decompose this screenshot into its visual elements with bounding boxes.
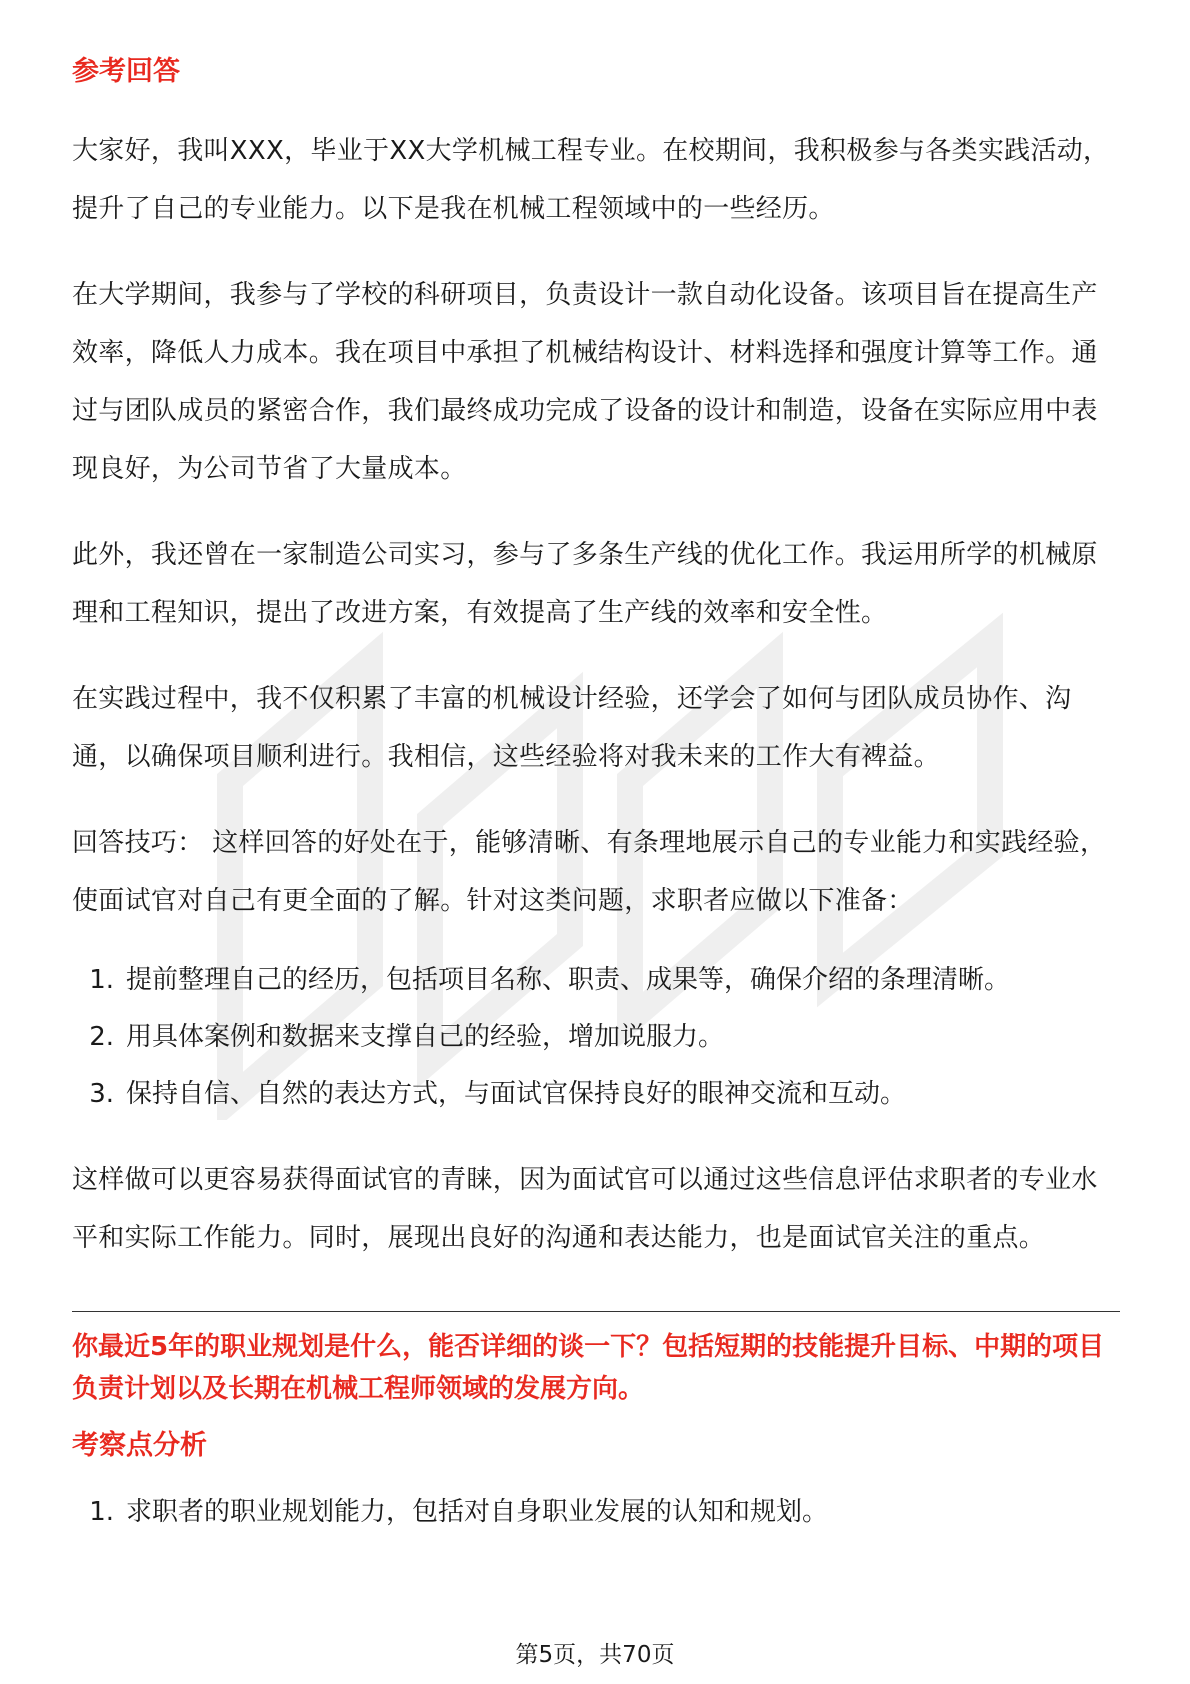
list-item (72, 1066, 1120, 1123)
interview-question: 你最近5年的职业规划是什么，能否详细的谈一下？包括短期的技能提升目标、中期的项目负责计划以及长期在机械工程师领域的发展方向。 (72, 1332, 1105, 1404)
list-item (72, 1484, 1120, 1541)
paragraph-internship: 此外，我还曾在一家制造公司实习，参与了多条生产线的优化工作。我运用所学的机械原理和工程知识，提出了改进方案，有效提高了生产线的效率和安全性。 (72, 540, 1098, 628)
list-item-text: 保持自信、自然的表达方式，与面试官保持良好的眼神交流和互动。 (126, 1079, 907, 1109)
list-item (72, 1009, 1120, 1066)
document-page (72, 50, 1120, 1541)
list-item-number: 1. (89, 1497, 114, 1527)
list-item-text: 用具体案例和数据来支撑自己的经验，增加说服力。 (126, 1022, 725, 1052)
section-heading-reference-answer: 参考回答 (72, 56, 180, 87)
list-item (72, 952, 1120, 1009)
section-heading-analysis: 考察点分析 (72, 1430, 207, 1461)
list-item-number: 1. (89, 965, 114, 995)
page-footer: 第5页，共70页 (515, 1642, 675, 1668)
list-item-text: 求职者的职业规划能力，包括对自身职业发展的认知和规划。 (126, 1497, 829, 1527)
tips-list (72, 952, 1120, 1123)
paragraph-intro: 大家好，我叫XXX，毕业于XX大学机械工程专业。在校期间，我积极参与各类实践活动，提升了自己的专业能力。以下是我在机械工程领域中的一些经历。 (72, 136, 1110, 224)
list-item-text: 提前整理自己的经历，包括项目名称、职责、成果等，确保介绍的条理清晰。 (126, 965, 1011, 995)
list-item-number: 3. (89, 1079, 114, 1109)
paragraph-research-project: 在大学期间，我参与了学校的科研项目，负责设计一款自动化设备。该项目旨在提高生产效率，降低人力成本。我在项目中承担了机械结构设计、材料选择和强度计算等工作。通过与团队成员的紧密合作，我们最终成功完成了设备的设计和制造，设备在实际应用中表现良好，为公司节省了大量成本。 (72, 280, 1098, 484)
paragraph-closing: 这样做可以更容易获得面试官的青睐，因为面试官可以通过这些信息评估求职者的专业水平和实际工作能力。同时，展现出良好的沟通和表达能力，也是面试官关注的重点。 (72, 1165, 1098, 1253)
list-item-number: 2. (89, 1022, 114, 1052)
paragraph-practice: 在实践过程中，我不仅积累了丰富的机械设计经验，还学会了如何与团队成员协作、沟通，以确保项目顺利进行。我相信，这些经验将对我未来的工作大有裨益。 (72, 684, 1072, 772)
paragraph-answer-tips: 回答技巧： 这样回答的好处在于，能够清晰、有条理地展示自己的专业能力和实践经验，使面试官对自己有更全面的了解。针对这类问题，求职者应做以下准备： (72, 828, 1107, 916)
analysis-list (72, 1484, 1120, 1541)
